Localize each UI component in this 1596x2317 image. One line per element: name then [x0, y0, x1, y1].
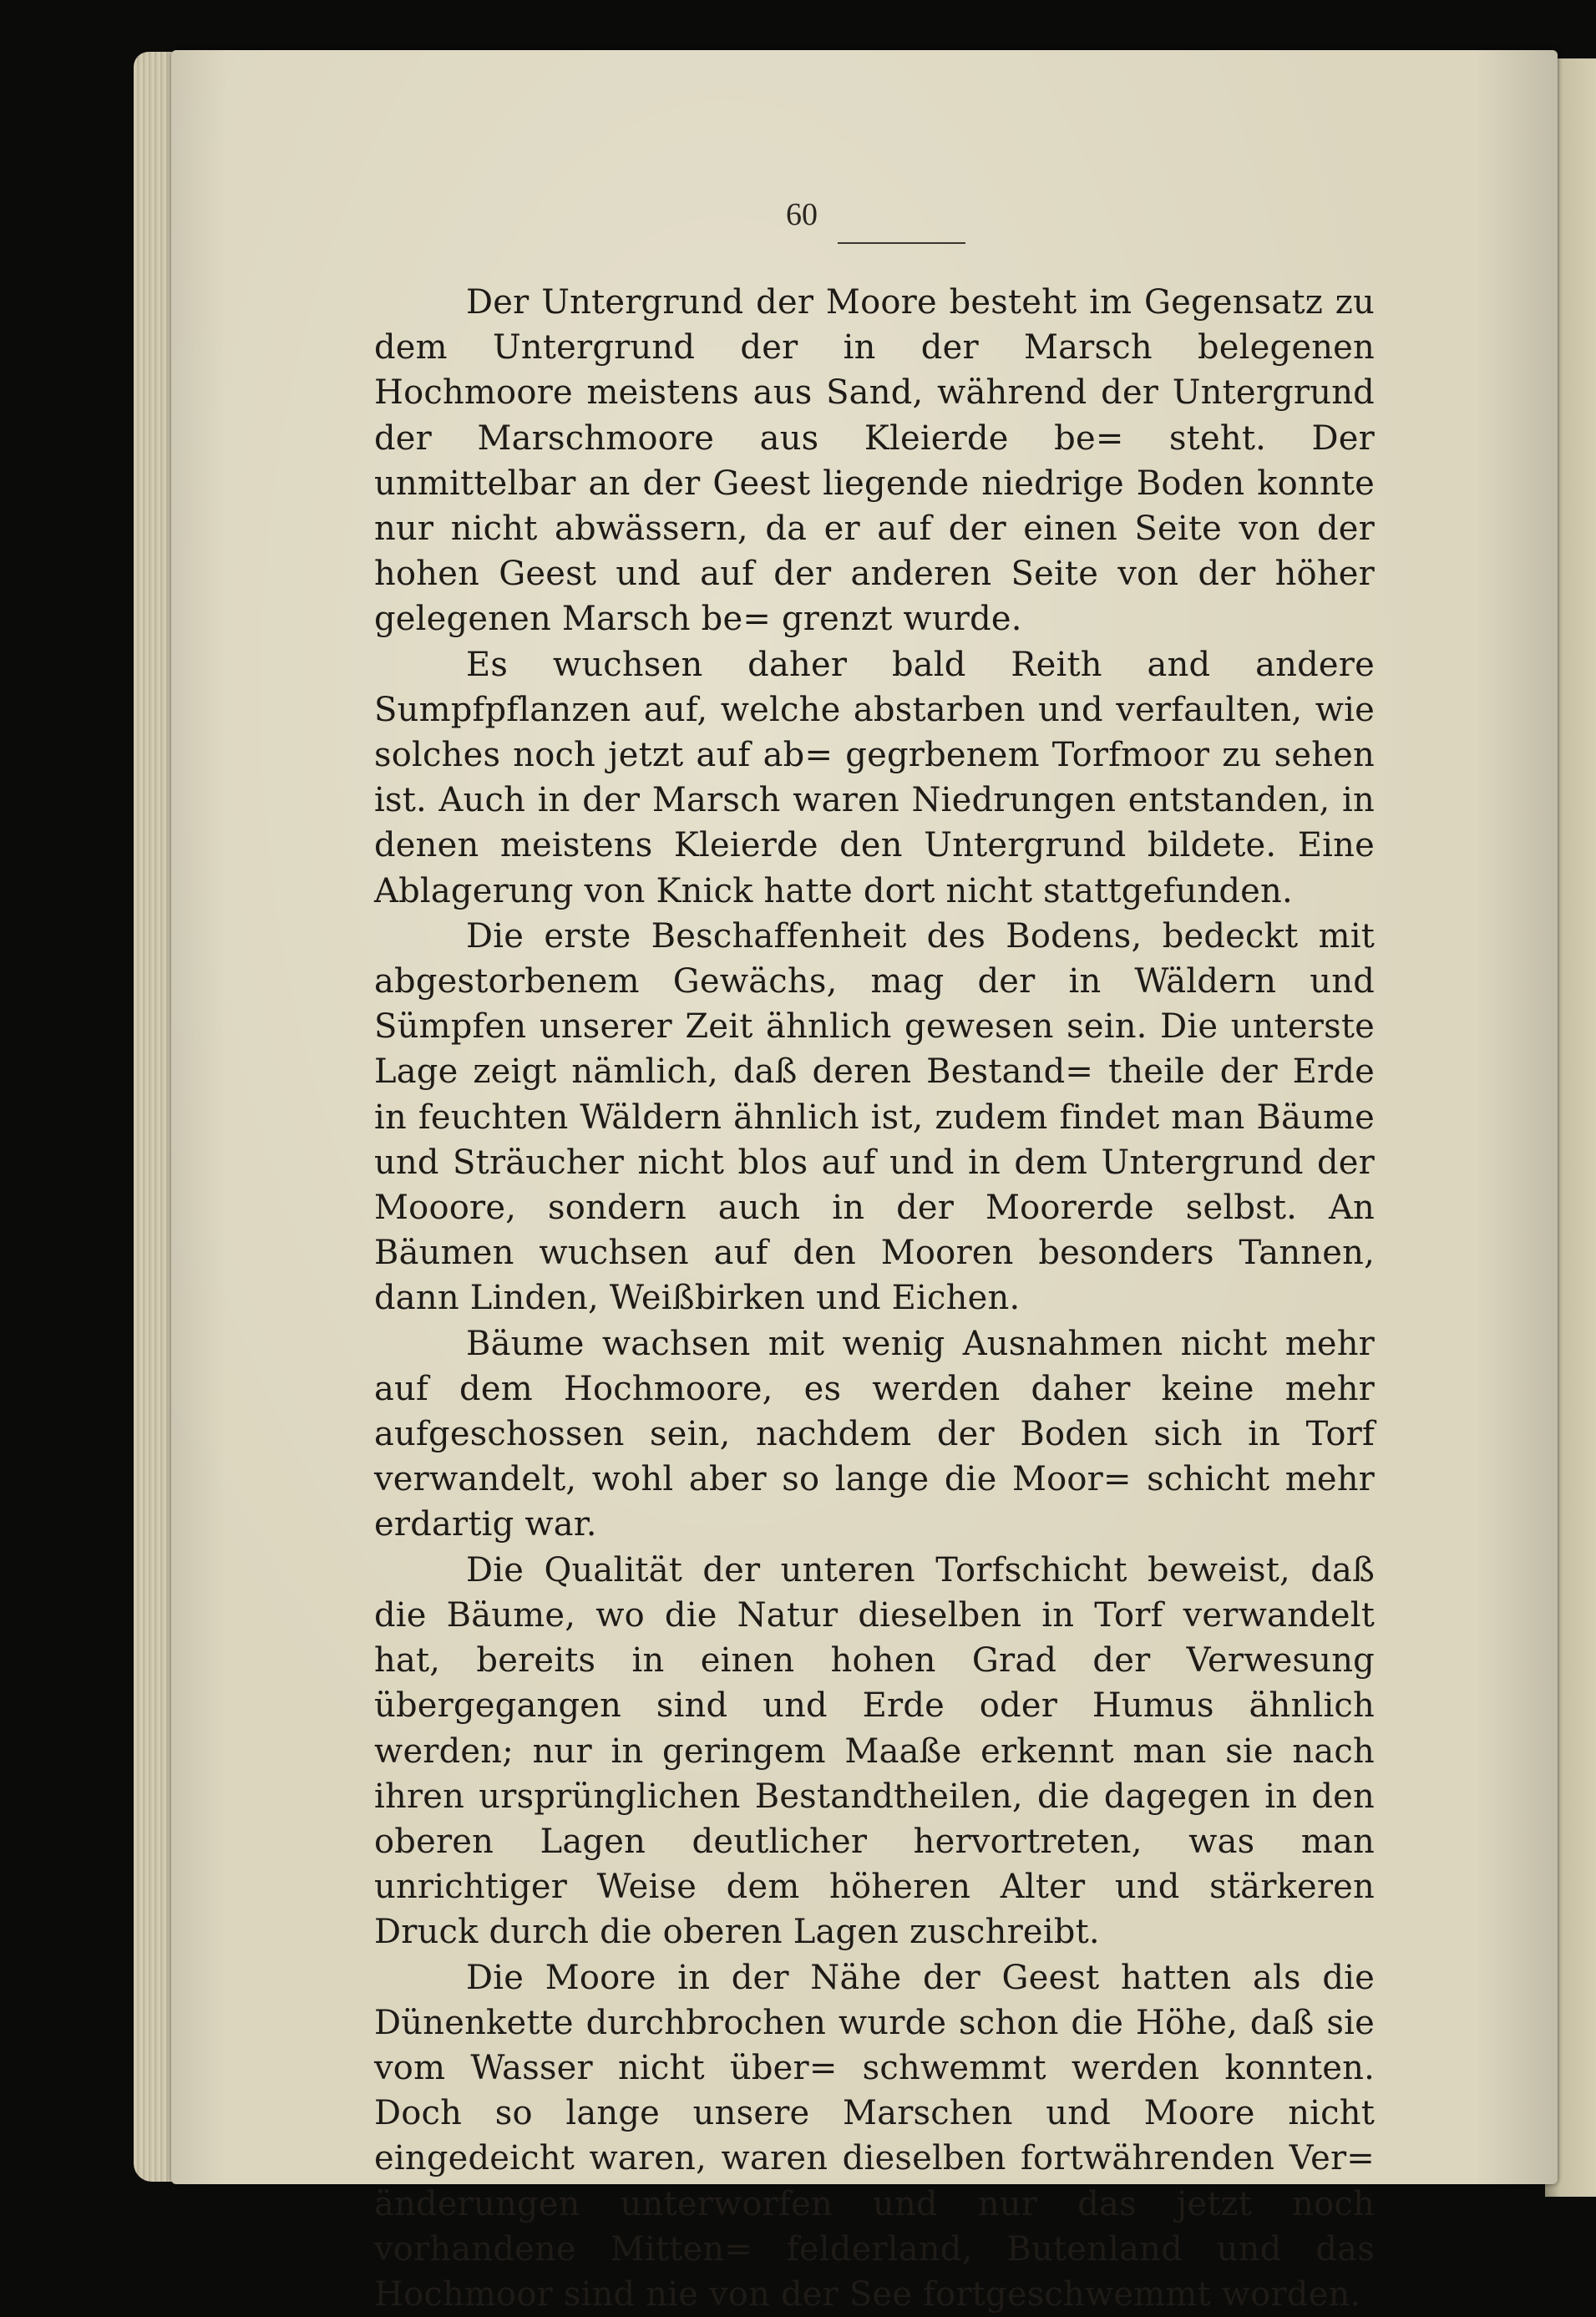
header-rule: [838, 242, 965, 244]
page-number: 60: [786, 197, 818, 232]
paragraph-2: Es wuchsen daher bald Reith and andere Sumpfpflanzen auf, welche abstarben und verfaulten, wie solches noch jetzt auf ab= gegrbenem Torfmoor zu sehen ist. Auch in der Marsch waren Niedrungen entstanden, in denen meistens Kleierde den Untergrund bildete. Eine Ablagerung von Knick hatte dort nicht stattgefunden.: [374, 645, 1375, 910]
paragraph-1: Der Untergrund der Moore besteht im Gegensatz zu dem Untergrund der in der Marsch belegenen Hochmoore meistens aus Sand, während der Untergrund der Marschmoore aus Kleierde be= steht. Der unmittelbar an der Geest liegende niedrige Boden konnte nur nicht abwässern, da er auf der einen Seite von der hohen Geest und auf der anderen Seite von der höher gelegenen Marsch be= grenzt wurde.: [374, 283, 1375, 639]
paragraph-3: Die erste Beschaffenheit des Bodens, bedeckt mit abgestorbenem Gewächs, mag der in Wäldern und Sümpfen unserer Zeit ähnlich gewesen sein. Die unterste Lage zeigt nämlich, daß deren Bestand= theile der Erde in feuchten Wäldern ähnlich ist, zudem findet man Bäume und Sträucher nicht blos auf und in dem Untergrund der Mooore, sondern auch in der Moorerde selbst. An Bäumen wuchsen auf den Mooren besonders Tannen, dann Linden, Weißbirken und Eichen.: [374, 916, 1375, 1318]
page-body: [374, 280, 1375, 2317]
paragraph-6: Die Moore in der Nähe der Geest hatten als die Dünenkette durchbrochen wurde schon die Höhe, daß sie vom Wasser nicht über= schwemmt werden konnten. Doch so lange unsere Marschen und Moore nicht eingedeicht waren, waren dieselben fortwährenden Ver= änderungen unterworfen und nur das jetzt noch vorhandene Mitten= felderland, Butenland und das Hochmoor sind nie von der See fortgeschwemmt worden.: [374, 1958, 1375, 2314]
paragraph-4: Bäume wachsen mit wenig Ausnahmen nicht mehr auf dem Hochmoore, es werden daher keine mehr aufgeschossen sein, nachdem der Boden sich in Torf verwandelt, wohl aber so lange die Moor= schicht mehr erdartig war.: [374, 1324, 1375, 1544]
paragraph-5: Die Qualität der unteren Torfschicht beweist, daß die Bäume, wo die Natur dieselben in Torf verwandelt hat, bereits in einen hohen Grad der Verwesung übergegangen sind und Erde oder Humus ähnlich werden; nur in geringem Maaße erkennt man sie nach ihren ursprünglichen Bestandtheilen, die dagegen in den oberen Lagen deutlicher hervortreten, was man unrichtiger Weise dem höheren Alter und stärkeren Druck durch die oberen Lagen zuschreibt.: [374, 1550, 1375, 1952]
